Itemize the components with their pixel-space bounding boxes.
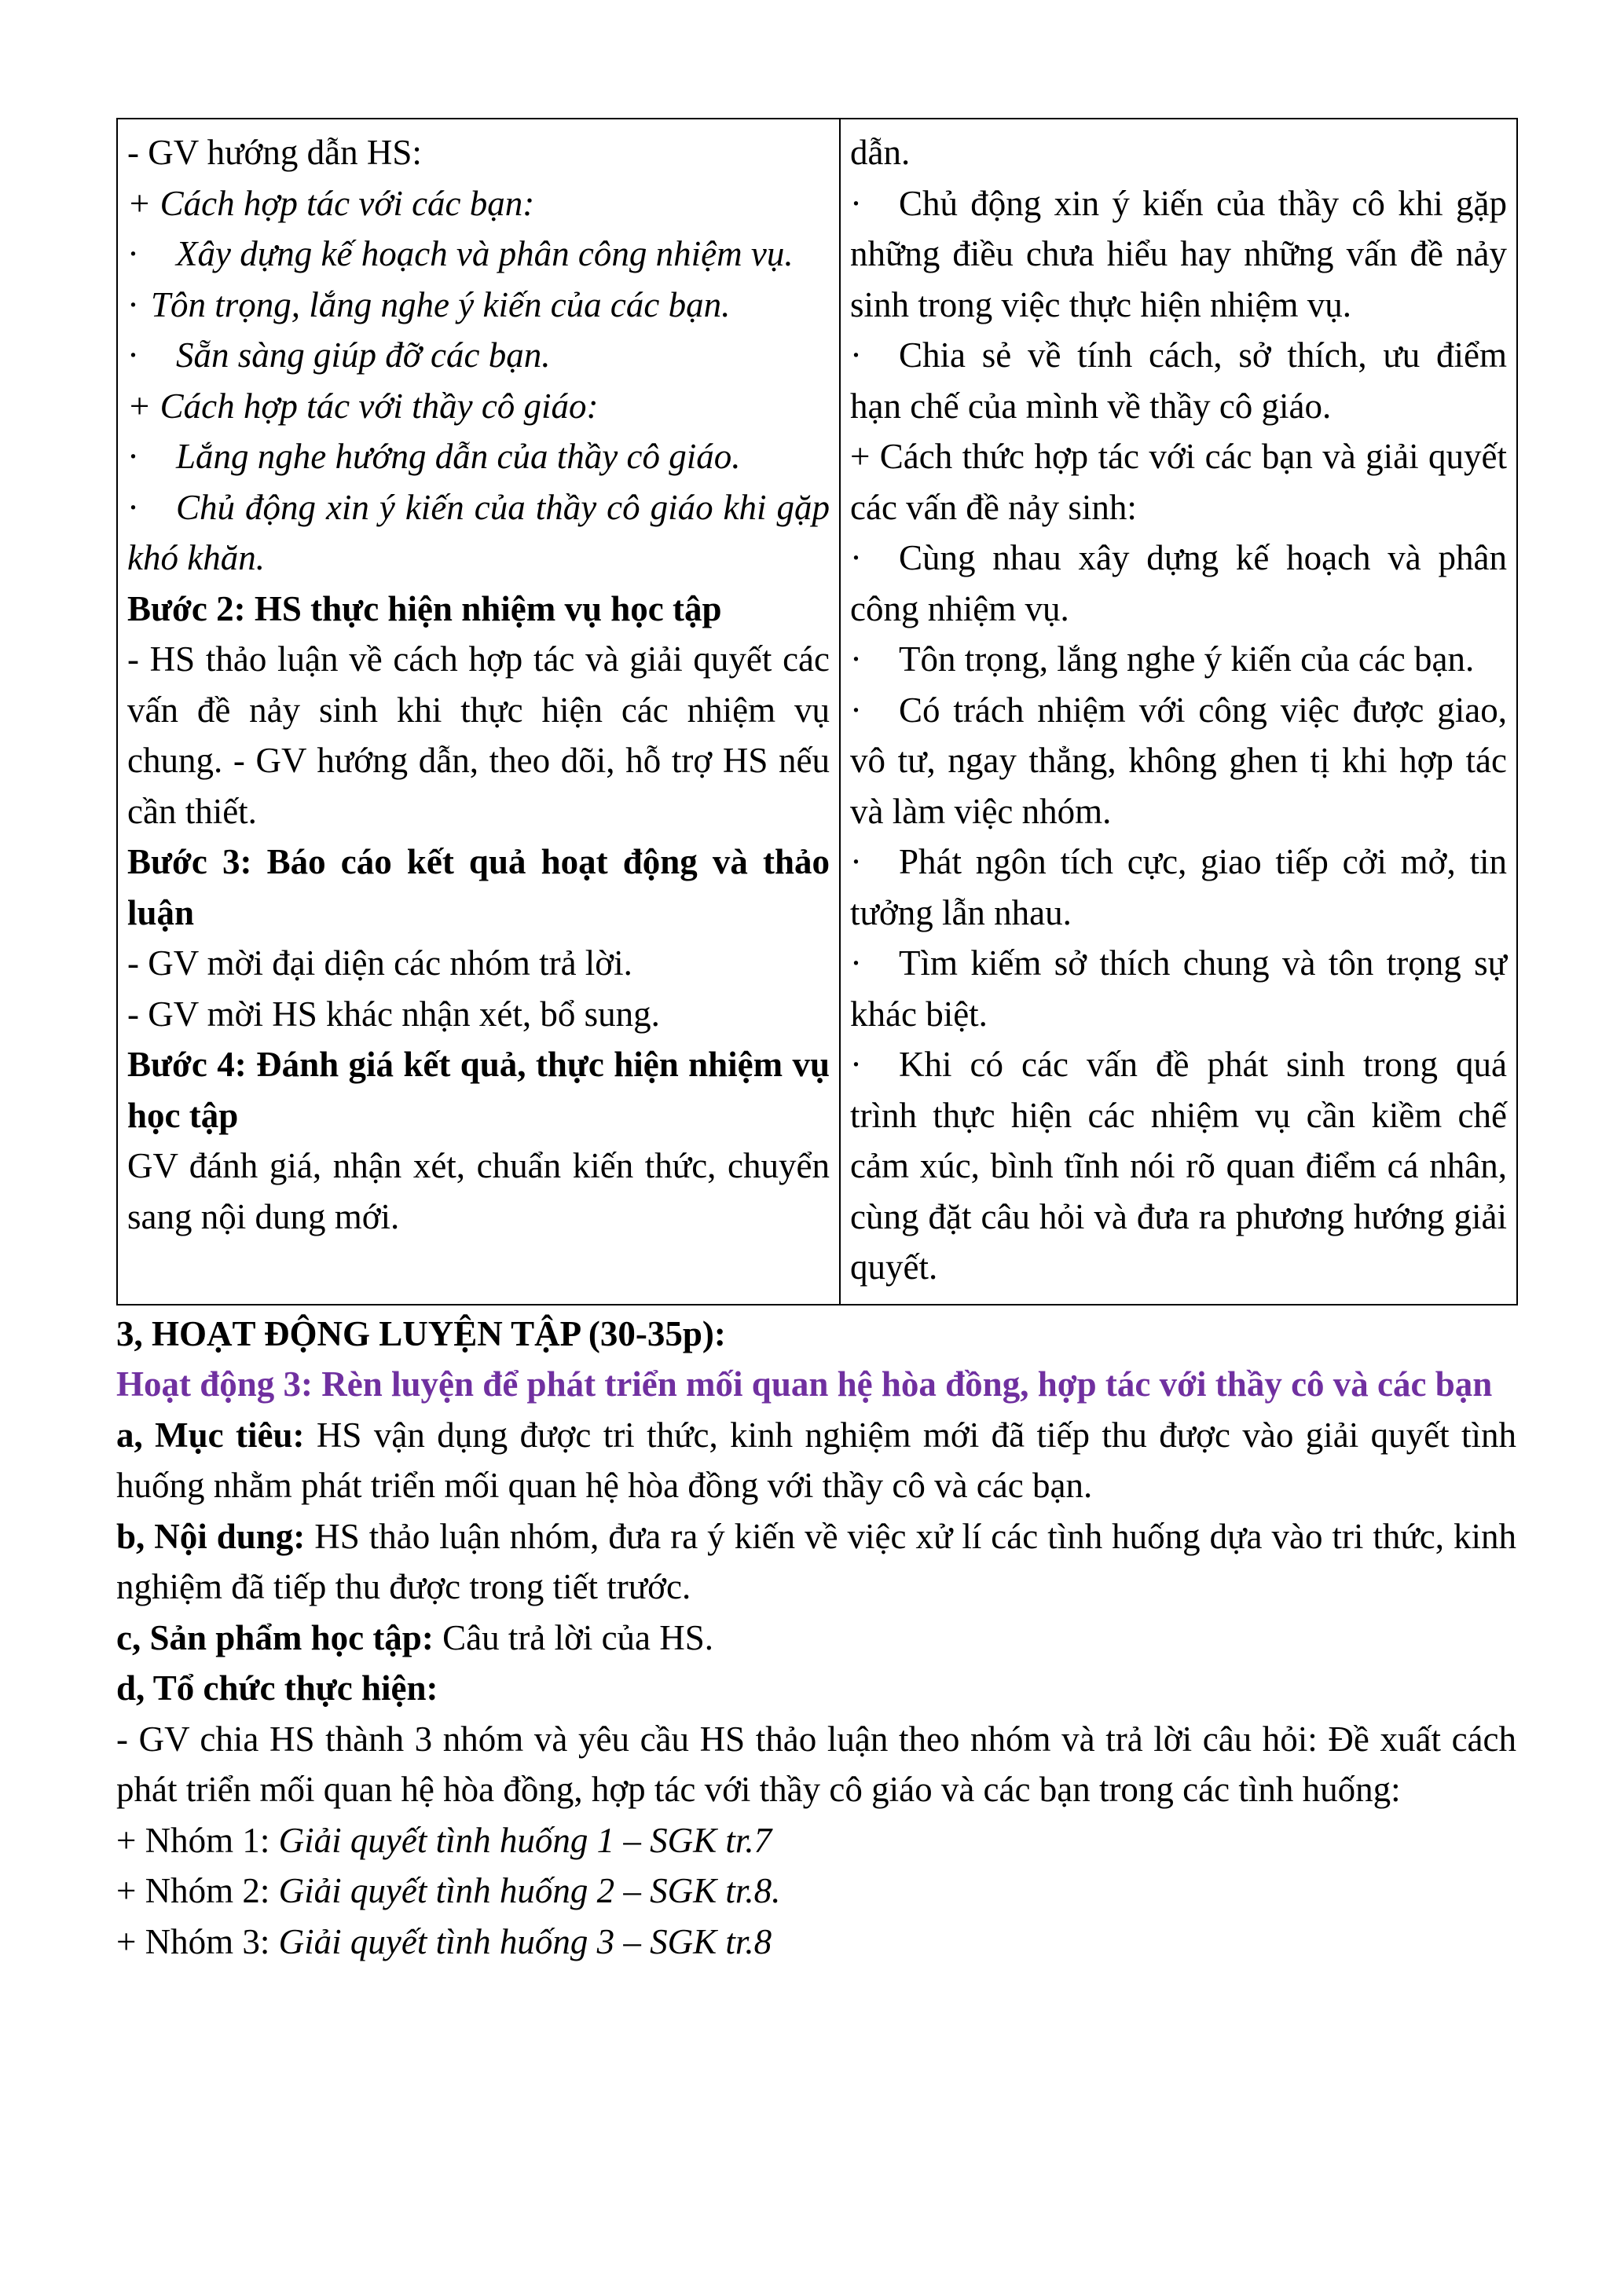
bullet-icon: ·: [850, 943, 862, 983]
lesson-table: [116, 118, 1518, 1305]
bullet-icon: ·: [850, 639, 862, 679]
bullet-icon: ·: [127, 284, 139, 324]
bullet-icon: ·: [127, 487, 139, 527]
list-item: · Sẵn sàng giúp đỡ các bạn.: [127, 330, 830, 381]
list-item: · Chủ động xin ý kiến của thầy cô giáo khi gặp khó khăn.: [127, 482, 830, 584]
group-task: Giải quyết tình huống 3 – SGK tr.8: [278, 1921, 772, 1961]
bullet-icon: ·: [127, 437, 139, 476]
list-item: · Tôn trọng, lắng nghe ý kiến của các bạn.: [127, 280, 830, 331]
table-row: [117, 119, 1517, 1305]
group-label: + Nhóm 2:: [116, 1871, 279, 1910]
list-item: · Khi có các vấn đề phát sinh trong quá trình thực hiện các nhiệm vụ cần kiềm chế cảm xúc, bình tĩnh nói rõ quan điểm cá nhân, cùng đặt câu hỏi và đưa ra phương hướng giải quyết.: [850, 1039, 1507, 1293]
group-item: [116, 1815, 1516, 1866]
list-item: · Chia sẻ về tính cách, sở thích, ưu điểm hạn chế của mình về thầy cô giáo.: [850, 330, 1507, 431]
product-label: c, Sản phẩm học tập:: [116, 1617, 434, 1657]
group-task: Giải quyết tình huống 1 – SGK tr.7: [278, 1820, 772, 1860]
bullet-icon: ·: [127, 335, 139, 375]
step2-title: Bước 2: HS thực hiện nhiệm vụ học tập: [127, 588, 722, 628]
section-practice: [116, 1309, 1516, 1968]
teacher-heading: + Cách hợp tác với thầy cô giáo:: [127, 386, 599, 426]
friends-heading: + Cách hợp tác với các bạn:: [127, 183, 535, 223]
list-item: · Chủ động xin ý kiến của thầy cô khi gặp những điều chưa hiểu hay những vấn đề nảy sinh trong việc thực hiện nhiệm vụ.: [850, 178, 1507, 331]
content-text: HS thảo luận nhóm, đưa ra ý kiến về việc xử lí các tình huống dựa vào tri thức, kinh nghiệm đã tiếp thu được trong tiết trước.: [116, 1516, 1516, 1606]
org-label: d, Tổ chức thực hiện:: [116, 1668, 438, 1708]
intro-line: - GV hướng dẫn HS:: [127, 133, 422, 172]
section-heading: 3, HOẠT ĐỘNG LUYỆN TẬP (30-35p):: [116, 1313, 726, 1353]
product-text: Câu trả lời của HS.: [433, 1617, 714, 1657]
group-label: + Nhóm 3:: [116, 1921, 279, 1961]
activity-title: Hoạt động 3: Rèn luyện để phát triển mối quan hệ hòa đồng, hợp tác với thầy cô và các bạn: [116, 1364, 1493, 1404]
group-item: [116, 1866, 1516, 1917]
group-item: [116, 1917, 1516, 1968]
list-item: · Cùng nhau xây dựng kế hoạch và phân công nhiệm vụ.: [850, 533, 1507, 634]
bullet-icon: ·: [850, 335, 862, 375]
bullet-icon: ·: [850, 1045, 862, 1084]
top-fragment: dẫn.: [850, 133, 911, 172]
step4-text: GV đánh giá, nhận xét, chuẩn kiến thức, chuyển sang nội dung mới.: [127, 1146, 830, 1236]
org-text: - GV chia HS thành 3 nhóm và yêu cầu HS thảo luận theo nhóm và trả lời câu hỏi: Đề xuất cách phát triển mối quan hệ hòa đồng, hợp tác với thầy cô giáo và các bạn trong các tình huống:: [116, 1719, 1516, 1809]
list-item: · Có trách nhiệm với công việc được giao, vô tư, ngay thẳng, không ghen tị khi hợp tác và làm việc nhóm.: [850, 685, 1507, 837]
step3-line: - GV mời HS khác nhận xét, bổ sung.: [127, 994, 660, 1034]
content-label: b, Nội dung:: [116, 1516, 306, 1556]
step2-text: - HS thảo luận về cách hợp tác và giải quyết các vấn đề nảy sinh khi thực hiện các nhiệm vụ chung. - GV hướng dẫn, theo dõi, hỗ trợ HS nếu cần thiết.: [127, 639, 830, 831]
bullet-icon: ·: [850, 538, 862, 577]
bullet-icon: ·: [850, 842, 862, 881]
expected-product-cell: [840, 119, 1517, 1305]
content-paragraph: [116, 1511, 1516, 1613]
list-item: · Phát ngôn tích cực, giao tiếp cởi mở, tin tưởng lẫn nhau.: [850, 837, 1507, 938]
objective-label: a, Mục tiêu:: [116, 1415, 305, 1455]
bullet-icon: ·: [850, 183, 862, 223]
list-item: · Xây dựng kế hoạch và phân công nhiệm vụ.: [127, 229, 830, 280]
objective-text: HS vận dụng được tri thức, kinh nghiệm mới đã tiếp thu được vào giải quyết tình huống nhằm phát triển mối quan hệ hòa đồng với thầy cô và các bạn.: [116, 1415, 1516, 1505]
bullet-icon: ·: [850, 690, 862, 730]
step4-title: Bước 4: Đánh giá kết quả, thực hiện nhiệm vụ học tập: [127, 1045, 830, 1135]
step3-line: - GV mời đại diện các nhóm trả lời.: [127, 943, 632, 983]
list-item: · Lắng nghe hướng dẫn của thầy cô giáo.: [127, 431, 830, 482]
document-page: [116, 118, 1516, 1967]
teacher-activity-cell: [117, 119, 840, 1305]
group-task: Giải quyết tình huống 2 – SGK tr.8.: [278, 1871, 781, 1910]
step3-title: Bước 3: Báo cáo kết quả hoạt động và thảo luận: [127, 842, 830, 932]
heading-b: + Cách thức hợp tác với các bạn và giải quyết các vấn đề nảy sinh:: [850, 437, 1507, 527]
product-paragraph: [116, 1613, 1516, 1664]
objective-paragraph: [116, 1410, 1516, 1511]
bullet-icon: ·: [127, 234, 139, 273]
group-label: + Nhóm 1:: [116, 1820, 279, 1860]
list-item: · Tôn trọng, lắng nghe ý kiến của các bạn.: [850, 634, 1507, 685]
list-item: · Tìm kiếm sở thích chung và tôn trọng sự khác biệt.: [850, 938, 1507, 1039]
